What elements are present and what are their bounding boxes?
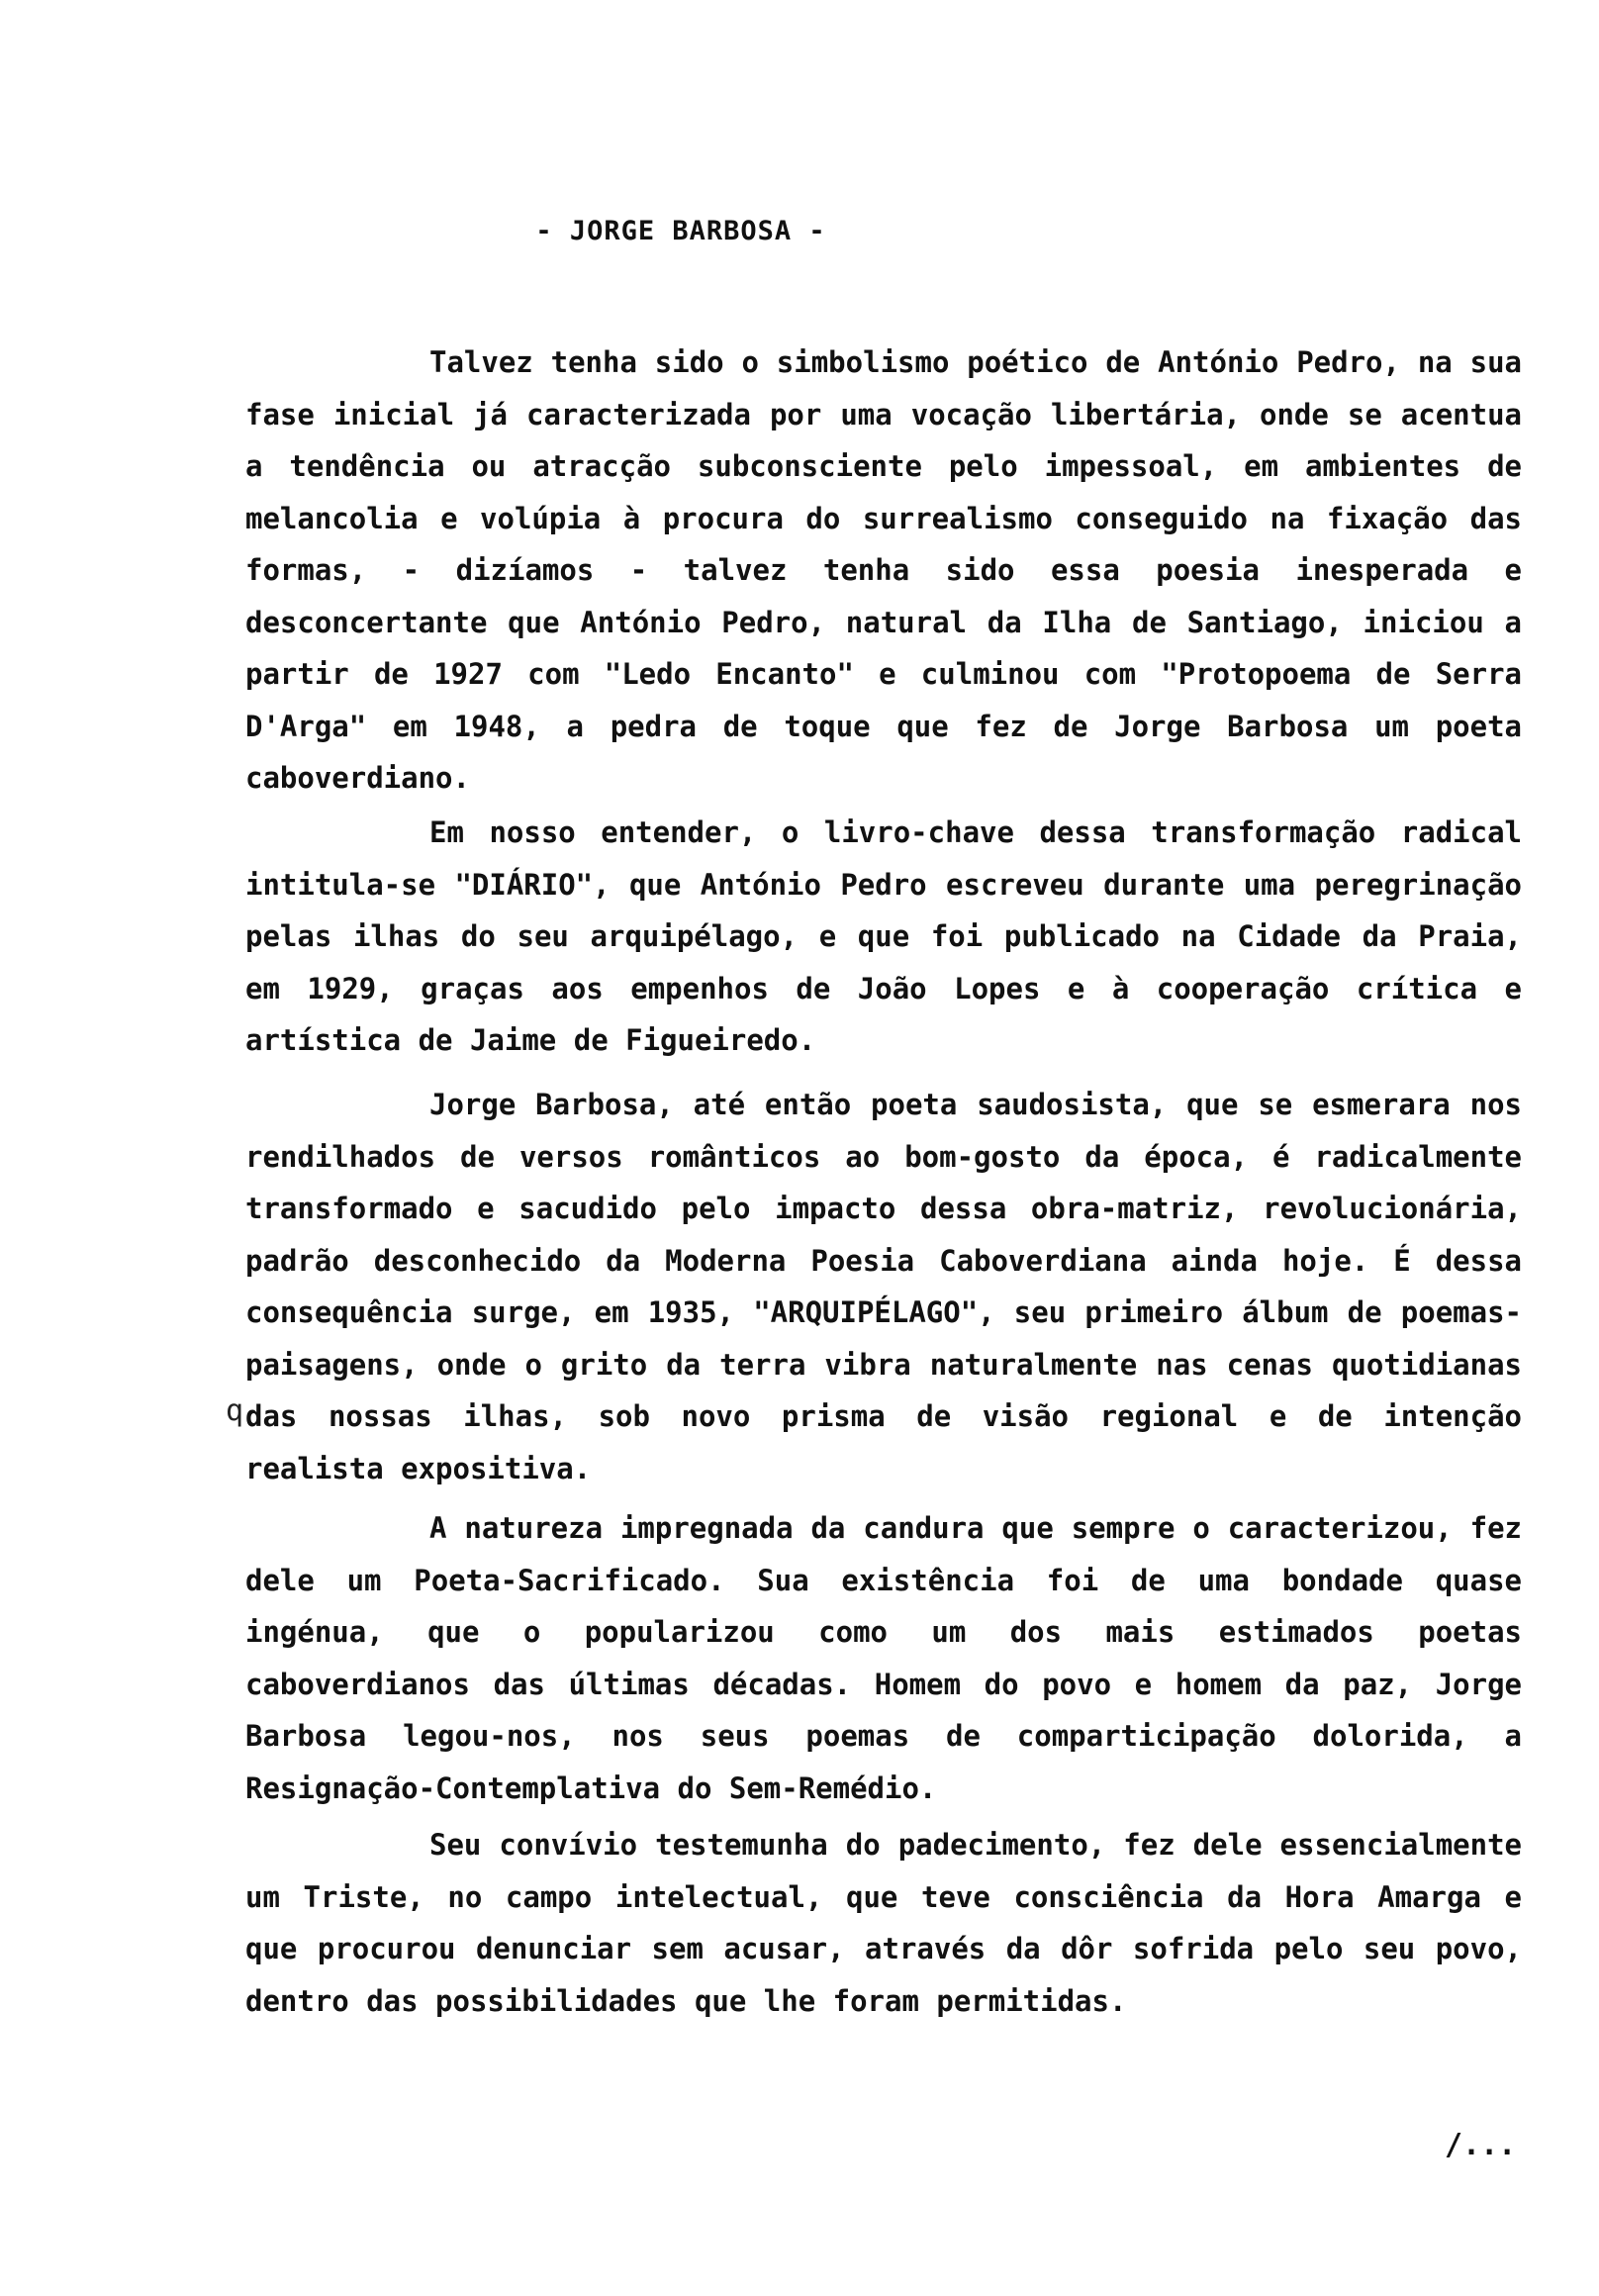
- paragraph-2-text: Em nosso entender, o livro-chave dessa transformação radical intitula-se "DIÁRIO", que António Pedro escreveu durante uma peregrinação pelas ilhas do seu arquipélago, e que foi publicado na Cidade da Praia, em 1929, graças aos empenhos de João Lopes e à cooperação crítica e artística de Jaime de Figueiredo.: [245, 815, 1522, 1057]
- continuation-mark: /...: [1445, 2128, 1517, 2162]
- paragraph-3: [245, 1079, 1522, 1494]
- paragraph-3-text: Jorge Barbosa, até então poeta saudosista, que se esmerara nos rendilhados de versos românticos ao bom-gosto da época, é radicalmente transformado e sacudido pelo impacto dessa obra-matriz, revolucionária, padrão desconhecido da Moderna Poesia Caboverdiana ainda hoje. É dessa consequência surge, em 1935, "ARQUIPÉLAGO", seu primeiro álbum de poemas-paisagens, onde o grito da terra vibra naturalmente nas cenas quotidianas das nossas ilhas, sob novo prisma de visão regional e de intenção realista expositiva.: [245, 1088, 1522, 1485]
- paragraph-1: [245, 336, 1522, 805]
- paragraph-5-text: Seu convívio testemunha do padecimento, fez dele essencialmente um Triste, no campo intelectual, que teve consciência da Hora Amarga e que procurou denunciar sem acusar, através da dôr sofrida pelo seu povo, dentro das possibilidades que lhe foram permitidas.: [245, 1828, 1522, 2018]
- paragraph-4: [245, 1502, 1522, 1814]
- paragraph-4-text: A natureza impregnada da candura que sempre o caracterizou, fez dele um Poeta-Sacrificado. Sua existência foi de uma bondade quase ingénua, que o popularizou como um dos mais estimados poetas caboverdianos das últimas décadas. Homem do povo e homem da paz, Jorge Barbosa legou-nos, nos seus poemas de comparticipação dolorida, a Resignação-Contemplativa do Sem-Remédio.: [245, 1511, 1522, 1805]
- page-title: - JORGE BARBOSA -: [535, 216, 826, 246]
- handwritten-margin-note: q: [226, 1393, 244, 1428]
- paragraph-2: [245, 807, 1522, 1067]
- paragraph-1-text: Talvez tenha sido o simbolismo poético de António Pedro, na sua fase inicial já caracterizada por uma vocação libertária, onde se acentua a tendência ou atracção subconsciente pelo impessoal, em ambientes de melancolia e volúpia à procura do surrealismo conseguido na fixação das formas, - dizíamos - talvez tenha sido essa poesia inesperada e desconcertante que António Pedro, natural da Ilha de Santiago, iniciou a partir de 1927 com "Ledo Encanto" e culminou com "Protopoema de Serra D'Arga" em 1948, a pedra de toque que fez de Jorge Barbosa um poeta caboverdiano.: [245, 345, 1522, 795]
- paragraph-5: [245, 1819, 1522, 2027]
